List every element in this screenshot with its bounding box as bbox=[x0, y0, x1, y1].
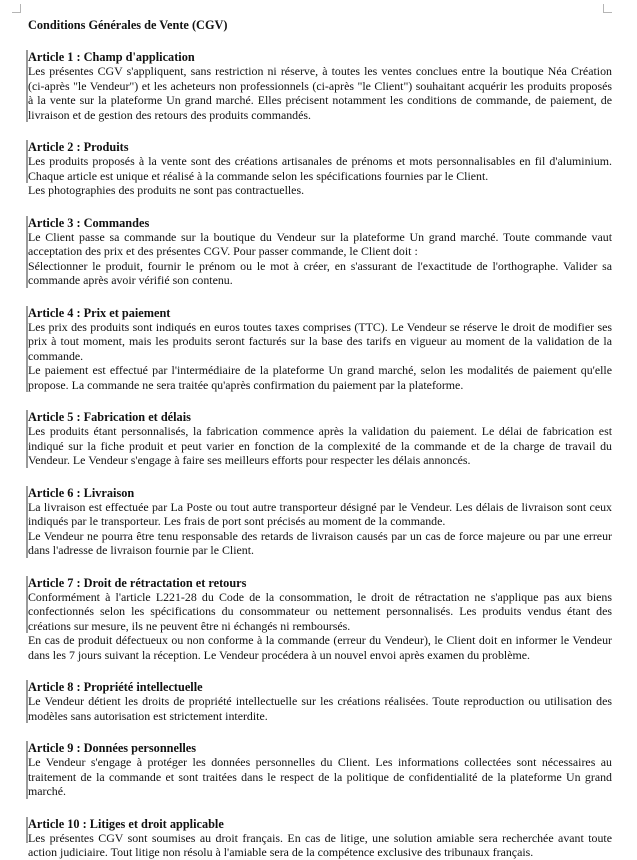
article-paragraph: Le Vendeur détient les droits de propriété intellectuelle sur les créations réalisées. Toute reproduction ou utilisation des modèles sans autorisation est strictement interdite. bbox=[28, 694, 612, 723]
article-1 bbox=[28, 50, 612, 122]
article-heading: Article 2 : Produits bbox=[28, 140, 612, 154]
article-3 bbox=[28, 216, 612, 288]
article-paragraph: Le Client passe sa commande sur la boutique du Vendeur sur la plateforme Un grand marché. Toute commande vaut acceptation des prix et des présentes CGV. Pour passer commande, le Client doit : bbox=[28, 229, 612, 258]
article-paragraph: Les prix des produits sont indiqués en euros toutes taxes comprises (TTC). Le Vendeur se réserve le droit de modifier ses prix à tout moment, mais les produits seront facturés sur la base des tarifs en vigueur au moment de la validation de la commande. bbox=[28, 319, 612, 363]
article-2 bbox=[28, 140, 612, 198]
article-heading: Article 1 : Champ d'application bbox=[28, 50, 612, 64]
page-corner-marker-right bbox=[603, 4, 612, 13]
article-paragraph: Les présentes CGV sont soumises au droit français. En cas de litige, une solution amiable sera recherchée avant toute action judiciaire. Tout litige non résolu à l'amiable sera de la compétence exclusive des tribunaux français. bbox=[28, 830, 612, 859]
article-5 bbox=[28, 410, 612, 468]
article-9 bbox=[28, 741, 612, 799]
article-4 bbox=[28, 306, 612, 393]
text-cursor bbox=[26, 829, 28, 843]
article-paragraph: En cas de produit défectueux ou non conforme à la commande (erreur du Vendeur), le Client doit en informer le Vendeur dans les 7 jours suivant la réception. Le Vendeur procédera à un nouvel envoi après examen du problème. bbox=[28, 633, 612, 662]
article-paragraph: Conformément à l'article L221-28 du Code de la consommation, le droit de rétractation ne s'applique pas aux biens confectionnés selon les spécifications du consommateur ou nettement personnalisés. Les produits vendus étant des créations sur mesure, ils ne peuvent être ni échangés ni remboursés. bbox=[28, 589, 612, 633]
article-heading: Article 8 : Propriété intellectuelle bbox=[28, 680, 612, 694]
article-heading: Article 7 : Droit de rétractation et retours bbox=[28, 576, 612, 590]
article-paragraph: Les produits étant personnalisés, la fabrication commence après la validation du paiement. Le délai de fabrication est indiqué sur la fiche produit et peut varier en fonction de la complexité de la commande et de la charge de travail du Vendeur. Le Vendeur s'engage à faire ses meilleurs efforts pour respecter les délais annoncés. bbox=[28, 424, 612, 467]
article-heading: Article 4 : Prix et paiement bbox=[28, 306, 612, 320]
article-paragraph: La livraison est effectuée par La Poste ou tout autre transporteur désigné par le Vendeur. Les délais de livraison sont ceux indiqués par le transporteur. Les frais de port sont précisés au moment de la commande. bbox=[28, 499, 612, 528]
article-heading: Article 6 : Livraison bbox=[28, 486, 612, 500]
article-paragraph: Le Vendeur ne pourra être tenu responsable des retards de livraison causés par un cas de force majeure ou par une erreur dans l'adresse de livraison fournie par le Client. bbox=[28, 528, 612, 557]
article-paragraph: Le Vendeur s'engage à protéger les données personnelles du Client. Les informations collectées sont nécessaires au traitement de la commande et sont traitées dans le respect de la politique de confidentialité de la plateforme Un grand marché. bbox=[28, 755, 612, 798]
article-10 bbox=[28, 817, 612, 860]
document-body[interactable] bbox=[28, 18, 612, 860]
article-paragraph: Les photographies des produits ne sont pas contractuelles. bbox=[28, 183, 305, 197]
article-paragraph: Le paiement est effectué par l'intermédiaire de la plateforme Un grand marché, selon les modalités de paiement qu'elle propose. La commande ne sera traitée qu'après confirmation du paiement par la plateforme. bbox=[28, 363, 612, 392]
article-heading: Article 5 : Fabrication et délais bbox=[28, 410, 612, 424]
article-6 bbox=[28, 486, 612, 558]
article-7 bbox=[28, 576, 612, 663]
article-paragraph: Les produits proposés à la vente sont des créations artisanales de prénoms et mots personnalisables en fil d'aluminium. Chaque article est unique et réalisé à la commande selon les spécifications fournies par le Client. bbox=[28, 154, 612, 183]
article-heading: Article 9 : Données personnelles bbox=[28, 741, 612, 755]
article-heading: Article 3 : Commandes bbox=[28, 216, 612, 230]
article-8 bbox=[28, 680, 612, 723]
article-heading: Article 10 : Litiges et droit applicable bbox=[28, 817, 612, 831]
page-corner-marker-left bbox=[12, 4, 21, 13]
article-paragraph: Les présentes CGV s'appliquent, sans restriction ni réserve, à toutes les ventes conclues entre la boutique Néa Création (ci-après "le Vendeur") et les acheteurs non professionnels (ci-après "le Client") souhaitant acquérir les produits proposés à la vente sur la plateforme Un grand marché. Elles précisent notamment les conditions de commande, de paiement, de livraison et de gestion des retours des produits commandés. bbox=[28, 64, 612, 122]
document-title: Conditions Générales de Vente (CGV) bbox=[28, 18, 228, 32]
article-paragraph: Sélectionner le produit, fournir le prénom ou le mot à créer, en s'assurant de l'exactitude de l'orthographe. Valider sa commande après avoir vérifié son contenu. bbox=[28, 258, 612, 287]
